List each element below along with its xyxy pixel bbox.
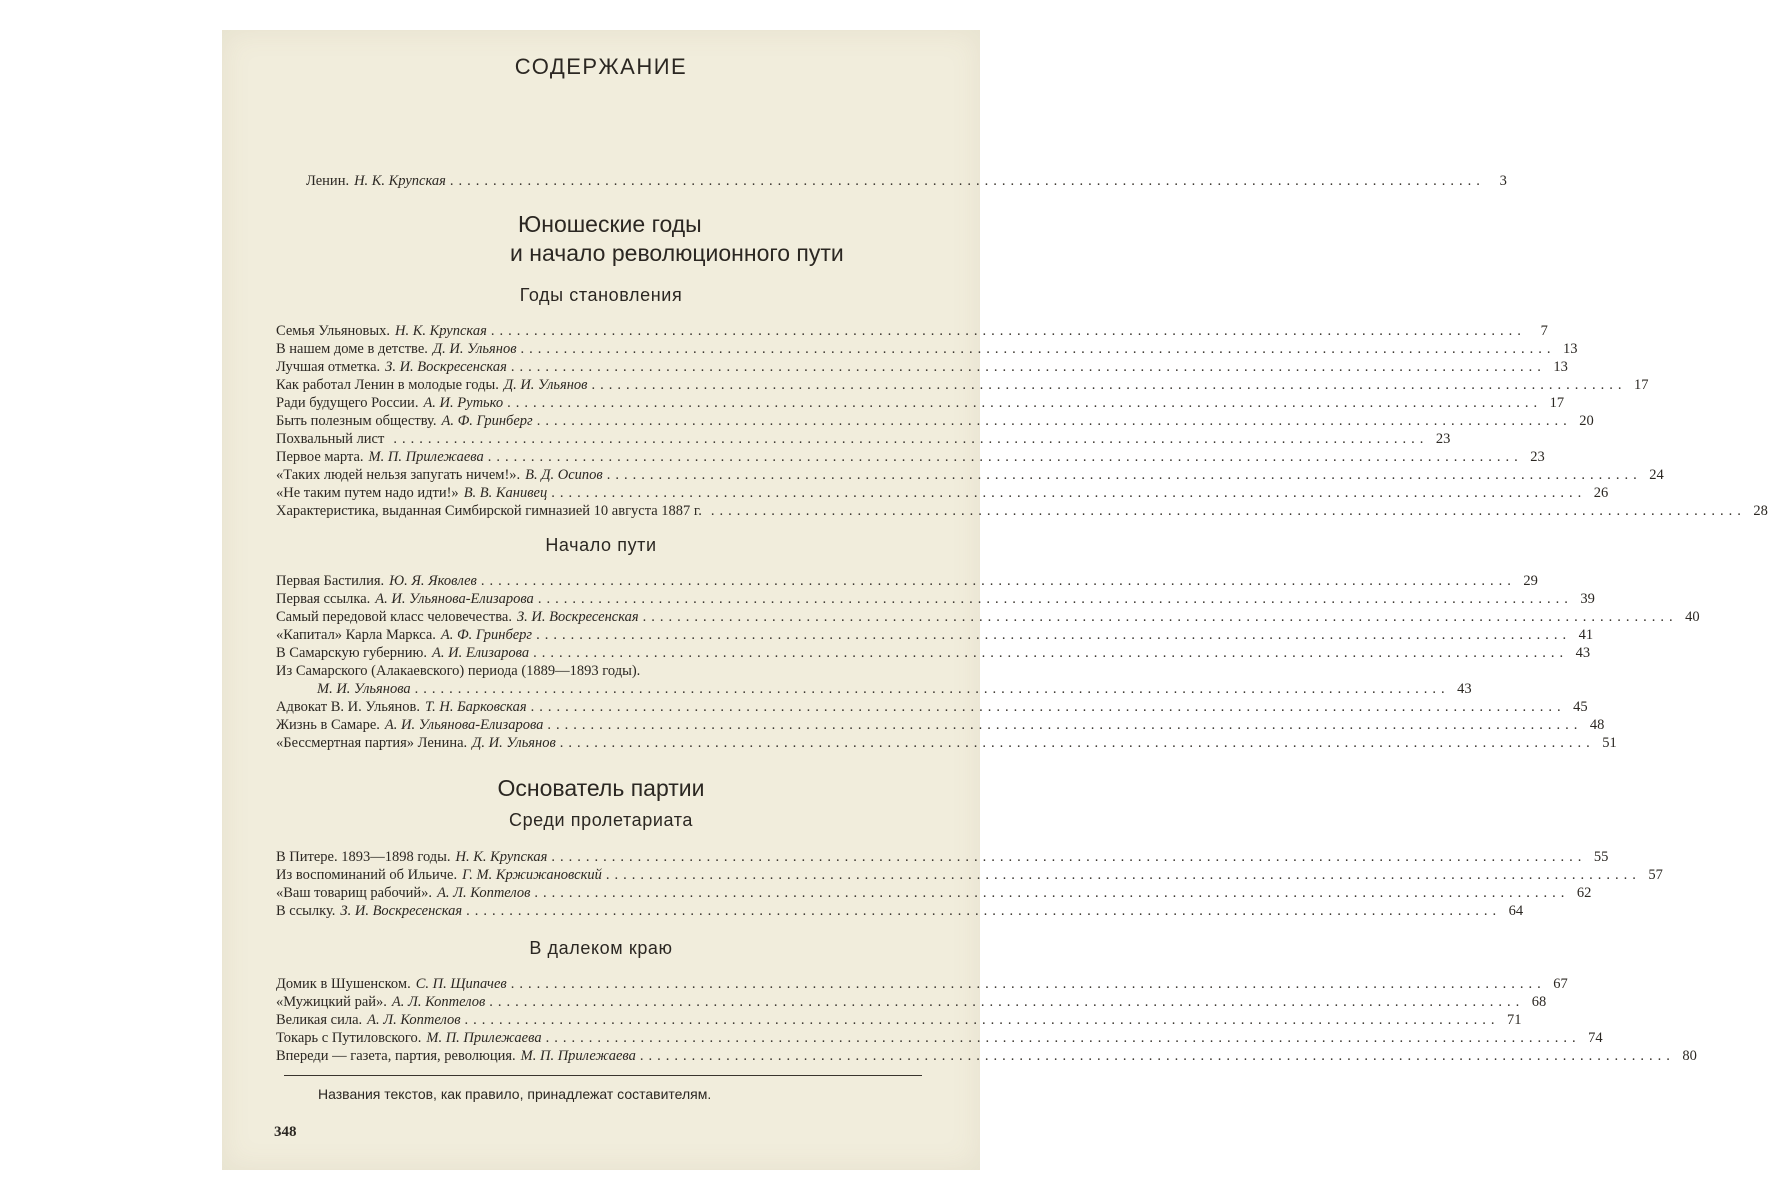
- toc-entry-author: М. П. Прилежаева: [426, 1030, 542, 1046]
- toc-leader-dots: ........................................................................................................................: [536, 413, 1572, 429]
- toc-leader-dots: ........................................................................................................................: [536, 627, 1572, 643]
- toc-entry-title: В Питере. 1893—1898 годы.: [276, 849, 451, 865]
- toc-entry-page: 17: [1549, 395, 1565, 411]
- toc-entry-page: 68: [1531, 994, 1547, 1010]
- toc-leader-dots: ........................................................................................................................: [510, 359, 1546, 375]
- toc-entry-title: В нашем доме в детстве.: [276, 341, 428, 357]
- toc-entry-page: 26: [1593, 485, 1609, 501]
- toc-entry-title: Впереди — газета, партия, революция.: [276, 1048, 516, 1064]
- toc-entry: [276, 662, 940, 680]
- toc-leader-dots: ........................................................................................................................: [605, 867, 1641, 883]
- toc-entry-title: Домик в Шушенском.: [276, 976, 411, 992]
- toc-leader-dots: ........................................................................................................................: [534, 885, 1570, 901]
- toc-leader-dots: ........................................................................................................................: [710, 503, 1746, 519]
- toc-entry-page: 3: [1499, 173, 1507, 189]
- toc-leader-dots: ........................................................................................................................: [466, 903, 1502, 919]
- toc-entry: [276, 644, 1591, 662]
- part-title-1-line-1: Юношеские годы: [518, 211, 702, 237]
- footnote: Названия текстов, как правило, принадлежат составителям.: [318, 1086, 712, 1102]
- toc-entry: [276, 1029, 1603, 1047]
- toc-leader-dots: ........................................................................................................................: [520, 341, 1556, 357]
- toc-entry-page: 23: [1435, 431, 1451, 447]
- toc-entry-title: Жизнь в Самаре.: [276, 717, 380, 733]
- section-title-far-land: В далеком краю: [529, 938, 673, 958]
- toc-entry-title: Великая сила.: [276, 1012, 363, 1028]
- toc-entry-title: Лучшая отметка.: [276, 359, 381, 375]
- toc-entry-title: «Мужицкий рай».: [276, 994, 387, 1010]
- book-page: [222, 30, 1768, 1170]
- toc-entry-title: В Самарскую губернию.: [276, 645, 428, 661]
- toc-entry: [276, 734, 1617, 752]
- toc-entry-title: «Таких людей нельзя запугать ничем!».: [276, 467, 521, 483]
- toc-entry-title: «Не таким путем надо идти!»: [276, 485, 459, 501]
- toc-entry-page: 43: [1575, 645, 1591, 661]
- toc-entry-author: М. П. Прилежаева: [520, 1048, 636, 1064]
- toc-entry-author: А. И. Елизарова: [432, 645, 530, 661]
- toc-entry-author: А. Ф. Гринберг: [440, 627, 533, 643]
- toc-entry-author: А. Л. Коптелов: [391, 994, 486, 1010]
- toc-entry-page: 62: [1576, 885, 1592, 901]
- toc-entry-author: А. Ф. Гринберг: [441, 413, 533, 429]
- toc-leader-dots: ........................................................................................................................: [551, 485, 1587, 501]
- toc-entry: [276, 394, 1565, 412]
- toc-entry-title: Семья Ульяновых.: [276, 323, 390, 339]
- toc-entry-page: 29: [1523, 573, 1538, 589]
- toc-entry-page: 7: [1540, 323, 1548, 339]
- toc-leader-dots: ........................................................................................................................: [507, 395, 1543, 411]
- toc-entry-page: 24: [1649, 467, 1664, 483]
- toc-entry-author: Д. И. Ульянов: [472, 735, 556, 751]
- toc-entry-author: Н. К. Крупская: [455, 849, 548, 865]
- toc-entry: [306, 172, 1507, 190]
- toc-entry-title: Ленин.: [306, 173, 350, 189]
- toc-entry-author: М. И. Ульянова: [317, 681, 411, 697]
- toc-entry-author: Г. М. Кржижановский: [462, 867, 602, 883]
- toc-entry: [276, 412, 1594, 430]
- toc-entry-author: А. И. Ульянова-Елизарова: [375, 591, 534, 607]
- toc-entry: [276, 866, 1663, 884]
- toc-entry-title: Похвальный лист: [276, 431, 385, 447]
- toc-entry-author: В. В. Канивец: [463, 485, 548, 501]
- toc-entry-title: В ссылку.: [276, 903, 336, 919]
- toc-entry: [276, 502, 1768, 520]
- toc-entry-title: Быть полезным обществу.: [276, 413, 437, 429]
- toc-entry-page: 74: [1588, 1030, 1603, 1046]
- toc-entry-page: 13: [1553, 359, 1568, 375]
- toc-entry-title: «Ваш товарищ рабочий».: [276, 885, 433, 901]
- toc-entry: [276, 680, 1472, 698]
- toc-entry: [276, 993, 1547, 1011]
- toc-entry-author: А. Л. Коптелов: [367, 1012, 461, 1028]
- toc-entry-page: 20: [1579, 413, 1594, 429]
- toc-entry-page: 28: [1753, 503, 1768, 519]
- toc-entry-page: 80: [1682, 1048, 1697, 1064]
- toc-entry-page: 45: [1573, 699, 1588, 715]
- toc-entry: [276, 358, 1568, 376]
- section-title-proletariat: Среди пролетариата: [508, 810, 694, 830]
- toc-entry-page: 67: [1553, 976, 1568, 992]
- toc-entry-page: 40: [1685, 609, 1700, 625]
- toc-entry-title: Характеристика, выданная Симбирской гимназией 10 августа 1887 г.: [276, 503, 702, 519]
- toc-leader-dots: ........................................................................................................................: [545, 1030, 1581, 1046]
- section-title-years: Годы становления: [519, 285, 683, 305]
- toc-entry: [276, 848, 1609, 866]
- toc-entry-author: Н. К. Крупская: [354, 173, 446, 189]
- toc-leader-dots: ........................................................................................................................: [606, 467, 1642, 483]
- toc-leader-dots: ........................................................................................................................: [489, 994, 1525, 1010]
- toc-entry-page: 55: [1593, 849, 1609, 865]
- toc-leader-dots: ........................................................................................................................: [510, 976, 1546, 992]
- toc-section-path-start: [276, 572, 1700, 752]
- toc-leader-dots: ........................................................................................................................: [449, 173, 1485, 189]
- toc-entry-title: Первая ссылка.: [276, 591, 371, 607]
- toc-entry: [276, 975, 1568, 993]
- toc-entry-author: Д. И. Ульянов: [432, 341, 517, 357]
- toc-entry-title: Первое марта.: [276, 449, 364, 465]
- toc-entry-title: Ради будущего России.: [276, 395, 419, 411]
- toc-entry-author: А. И. Рутько: [423, 395, 504, 411]
- toc-entry: [276, 902, 1524, 920]
- toc-entry-page: 13: [1563, 341, 1578, 357]
- toc-entry-author: Т. Н. Барковская: [424, 699, 527, 715]
- toc-entry-author: С. П. Щипачев: [415, 976, 507, 992]
- section-title-path-start: Начало пути: [545, 535, 657, 555]
- toc-entry: [276, 448, 1545, 466]
- toc-entry: [276, 572, 1538, 590]
- page-title: СОДЕРЖАНИЕ: [514, 54, 688, 79]
- toc-entry-page: 51: [1602, 735, 1617, 751]
- toc-entry: [276, 340, 1578, 358]
- toc-entry-author: Ю. Я. Яковлев: [389, 573, 477, 589]
- toc-entry-page: 43: [1457, 681, 1472, 697]
- toc-entry-author: Д. И. Ульянов: [503, 377, 588, 393]
- toc-leader-dots: ........................................................................................................................: [464, 1012, 1500, 1028]
- part-title-1-line-2: и начало революционного пути: [510, 240, 844, 266]
- toc-preface: [306, 172, 1507, 190]
- toc-leader-dots: ........................................................................................................................: [487, 449, 1523, 465]
- toc-entry-title: «Бессмертная партия» Ленина.: [276, 735, 468, 751]
- toc-entry: [276, 1047, 1697, 1065]
- part-title-2: Основатель партии: [497, 775, 705, 801]
- toc-leader-dots: ........................................................................................................................: [414, 681, 1450, 697]
- toc-entry-author: В. Д. Осипов: [525, 467, 603, 483]
- toc-entry: [276, 698, 1588, 716]
- toc-entry-title: Самый передовой класс человечества.: [276, 609, 512, 625]
- toc-entry: [276, 1011, 1522, 1029]
- toc-leader-dots: ........................................................................................................................: [537, 591, 1573, 607]
- toc-entry-title: Из Самарского (Алакаевского) периода (1889—1893 годы).: [276, 663, 641, 679]
- toc-entry-page: 17: [1633, 377, 1649, 393]
- toc-entry: [276, 430, 1451, 448]
- toc-leader-dots: ........................................................................................................................: [393, 431, 1429, 447]
- toc-entry-author: А. Л. Коптелов: [437, 885, 531, 901]
- toc-entry-title: Из воспоминаний об Ильиче.: [276, 867, 458, 883]
- toc-leader-dots: ........................................................................................................................: [551, 849, 1587, 865]
- toc-entry-title: Токарь с Путиловского.: [276, 1030, 422, 1046]
- toc-leader-dots: ........................................................................................................................: [642, 609, 1678, 625]
- toc-entry-author: Н. К. Крупская: [395, 323, 487, 339]
- toc-entry-title: Первая Бастилия.: [276, 573, 385, 589]
- toc-section-years: [276, 322, 1768, 520]
- toc-entry: [276, 608, 1700, 626]
- footnote-rule: [284, 1075, 922, 1076]
- toc-entry-author: З. И. Воскресенская: [340, 903, 463, 919]
- toc-entry-title: Как работал Ленин в молодые годы.: [276, 377, 499, 393]
- toc-section-far-land: [276, 975, 1697, 1065]
- page-number: 348: [274, 1124, 297, 1140]
- toc-entry-page: 48: [1589, 717, 1605, 733]
- toc-entry: [276, 716, 1605, 734]
- toc-leader-dots: ........................................................................................................................: [533, 645, 1569, 661]
- toc-entry-author: М. П. Прилежаева: [368, 449, 484, 465]
- toc-leader-dots: ........................................................................................................................: [639, 1048, 1675, 1064]
- part-title-1: [510, 210, 844, 268]
- toc-entry-page: 39: [1580, 591, 1595, 607]
- toc-entry: [276, 626, 1594, 644]
- toc-leader-dots: ........................................................................................................................: [591, 377, 1627, 393]
- toc-leader-dots: ........................................................................................................................: [530, 699, 1566, 715]
- toc-entry: [276, 884, 1592, 902]
- toc-entry: [276, 376, 1649, 394]
- toc-entry: [276, 590, 1595, 608]
- toc-entry-title: Адвокат В. И. Ульянов.: [276, 699, 420, 715]
- toc-entry: [276, 484, 1609, 502]
- toc-entry-page: 71: [1507, 1012, 1522, 1028]
- toc-entry-author: З. И. Воскресенская: [385, 359, 507, 375]
- toc-entry-page: 23: [1530, 449, 1545, 465]
- toc-entry-author: А. И. Ульянова-Елизарова: [384, 717, 544, 733]
- toc-leader-dots: ........................................................................................................................: [490, 323, 1526, 339]
- toc-entry: [276, 466, 1664, 484]
- toc-entry-page: 41: [1578, 627, 1594, 643]
- toc-section-proletariat: [276, 848, 1663, 920]
- toc-leader-dots: ........................................................................................................................: [547, 717, 1583, 733]
- toc-leader-dots: ........................................................................................................................: [480, 573, 1516, 589]
- toc-entry-author: З. И. Воскресенская: [516, 609, 639, 625]
- toc-entry-title: «Капитал» Карла Маркса.: [276, 627, 436, 643]
- toc-entry-page: 64: [1508, 903, 1524, 919]
- toc-leader-dots: ........................................................................................................................: [559, 735, 1595, 751]
- toc-entry-page: 57: [1648, 867, 1663, 883]
- toc-entry: [276, 322, 1548, 340]
